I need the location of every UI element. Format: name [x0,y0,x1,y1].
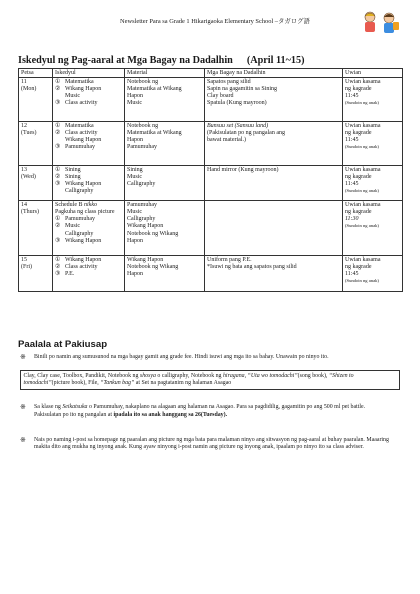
note-asagao: ※ Sa klase ng Seikatsuka o Pamumuhay, nakaplano na alagaan ang halaman na Asagao. Para sa pagdidilig, gagamitin po ang 500 ml pet battle. Pakisulatan po ito ng pangalan at ipadala ito sa anak hanggang sa 26(Tuesday). [20,403,366,419]
period-2: ② Class activity [55,263,98,270]
uwian-note: (Sundoin ng anak) [345,144,379,150]
header-iskedyul: Iskedyul [53,69,125,78]
date-day: (Thurs) [21,208,39,215]
uwian-cell: Uwian kasama ng kagrade 11:45 (Sundoin ng anak) [343,166,403,201]
period-1: ① Matematika [55,122,94,129]
reference-mark-icon: ※ [20,353,26,361]
schedule-b-label: Schedule B nikko [55,201,97,208]
period-2: ② Sining [55,173,81,180]
period-1: ① Wikang Hapon [55,256,102,263]
notes-title: Paalala at Pakiusap [18,339,108,350]
header-petsa: Petsa [19,69,53,78]
table-row [19,201,403,256]
header-text: Newsletter Para sa Grade 1 Hikarigaoka Elementary School –タガログ語 [120,18,310,25]
material-cell: Wikang Hapon Notebook ng Wikang Hapon [125,256,205,292]
period-2: ② Wikang Hapon [55,85,102,92]
bring-cell: Hand mirror (Kung mayroon) [205,166,343,201]
schedule-cell [53,122,125,166]
table-row [19,78,403,122]
uwian-cell: Uwian kasama ng kagrade 11:45 (Sundoin ng anak) [343,122,403,166]
header-dadalhin: Mga Bagay na Dadalhin [205,69,343,78]
schedule-cell [53,256,125,292]
uwian-note: (Sundoin ng anak) [345,278,379,284]
deadline-text: ipadala ito sa anak hanggang sa 26(Tuesday). [113,412,228,419]
uwian-cell: Uwian kasama ng kagrade 11:45 (Sundoin ng anak) [343,78,403,122]
date-cell [19,166,53,201]
class-picture-label: Pagkuha ng class picture [55,208,115,215]
table-row [19,166,403,201]
uwian-note: (Sundoin ng anak) [345,100,379,106]
period-2: ② Class activity [55,129,98,136]
schedule-title-text: Iskedyul ng Pag-aaral at Mga Bagay na Dadalhin [18,55,233,66]
date-cell [19,78,53,122]
purchased-items-box: Clay, Clay case, Toolbox, Pandikit, Notebook ng shosya o calligraphy, Notebook ng hiragana, “Uta wo tomodachi”(song book), “Shizen to tomodachi”(picture book), File, “Tankun bag” at Set na pagtatanim ng halaman Asagao [20,370,400,390]
period-3: ③ Class activity [55,100,98,107]
period-1: ① Sining [55,166,81,173]
date-number: 13 [21,166,27,173]
reference-mark-icon: ※ [20,403,26,411]
period-1: ① Matematika [55,78,94,85]
material-cell: Pamumuhay Music Calligraphy Wikang Hapon Notebook ng Wikang Hapon [125,201,205,256]
uwian-cell: Uwian kasama ng kagrade 11:45 (Sundoin ng anak) [343,256,403,292]
bring-cell [205,201,343,256]
date-cell [19,256,53,292]
header-material: Material [125,69,205,78]
period-2b: Music [65,93,80,100]
period-2b: Wikang Hapon [65,137,102,144]
period-3b: Calligraphy [65,188,94,195]
schedule-cell [53,78,125,122]
date-day: (Mon) [21,85,37,92]
date-number: 15 [21,256,27,263]
uwian-note: (Sundoin ng anak) [345,188,379,194]
table-row [19,256,403,292]
children-illustration [360,10,402,36]
schedule-title-dates: (April 11~15) [246,55,305,66]
period-1: ① Pamumuhay [55,216,95,223]
date-day: (Wed) [21,173,36,180]
header-uwian: Uwian [343,69,403,78]
uwian-note: (Sundoin ng anak) [345,223,379,229]
schedule-cell [53,166,125,201]
schedule-table [18,68,403,292]
note-homepage-photo [20,437,400,452]
bring-cell: Bunsuu set (Sansuu land) (Pakisulatan po ng pangalan ang bawat material.) [205,122,343,166]
note-homepage-photo-text: Nais po naming i-post sa homepage ng paaralan ang picture ng mga bata para malaman ninyo ang sitwasyon ng pag-aaral at buhay paaralan. Maaaring makita dito ang mukha ng inyong anak. Kung ayaw ninyong i-post namin ang picture ng inyong anak, ipaalam po ninyo ito sa class adviser. [34,437,389,451]
date-number: 12 [21,122,27,129]
period-2: ② Music [55,223,80,230]
bring-cell: Uniform pang P.E. *Isuwi ng bata ang sapatos pang silid [205,256,343,292]
newsletter-header [18,10,402,36]
date-cell [19,122,53,166]
note-grade-fee [20,354,400,361]
schedule-cell [53,201,125,256]
period-3: ③ Wikang Hapon [55,181,102,188]
period-2b: Calligraphy [65,230,94,237]
table-row [19,122,403,166]
material-cell: Notebook ng Matematika at Wikang Hapon Music [125,78,205,122]
period-3: ③ Wikang Hapon [55,237,102,244]
date-day: (Tues) [21,129,37,136]
bring-cell: Sapatos pang silid Sapin na gagamitin sa Sining Clay board Spatula (Kung mayroon) [205,78,343,122]
note-grade-fee-text: Binili po namin ang sumusunod na mga bagay gamit ang grade fee. Hindi isuwi ang mga ito sa bahay. Unawain po ninyo ito. [34,354,329,360]
uwian-cell: Uwian kasama ng kagrade 11:30 (Sundoin ng anak) [343,201,403,256]
table-header-row [19,69,403,78]
date-cell [19,201,53,256]
material-cell: Notebook ng Matematika at Wikang Hapon Pamumuhay [125,122,205,166]
material-cell: Sining Music Calligraphy [125,166,205,201]
schedule-title [18,55,402,66]
period-3: ③ P.E. [55,271,75,278]
date-number: 14 [21,201,27,208]
reference-mark-icon: ※ [20,436,26,444]
date-day: (Fri) [21,263,32,270]
period-3: ③ Pamumuhay [55,144,95,151]
date-number: 11 [21,78,27,85]
